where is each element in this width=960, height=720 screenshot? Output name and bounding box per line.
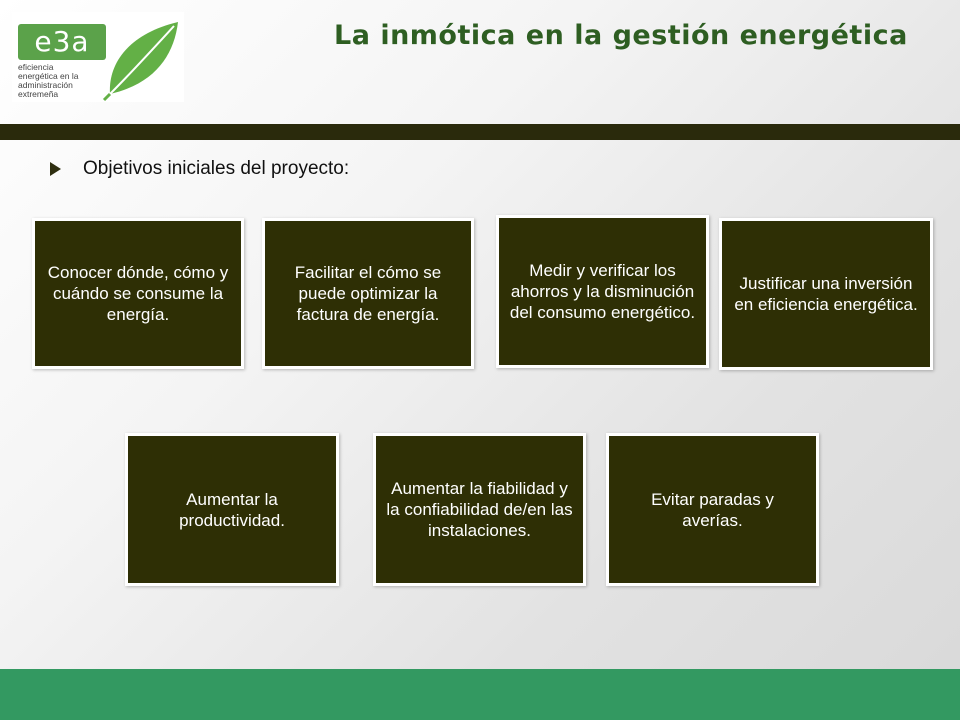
logo-line: administración bbox=[18, 80, 73, 90]
objective-text: Justificar una inversión en eficiencia energética. bbox=[734, 274, 918, 314]
objective-text: Aumentar la fiabilidad y la confiabilidad de/en las instalaciones. bbox=[386, 479, 573, 540]
objective-box bbox=[496, 215, 709, 368]
objective-box bbox=[373, 433, 586, 586]
objective-box bbox=[719, 218, 933, 370]
objective-text: Conocer dónde, cómo y cuándo se consume la energía. bbox=[47, 263, 229, 324]
footer-band bbox=[0, 669, 960, 720]
objective-box bbox=[606, 433, 819, 586]
logo-tagline bbox=[18, 63, 128, 99]
objective-text: Evitar paradas y averías. bbox=[651, 489, 774, 530]
bullet-item bbox=[50, 158, 349, 180]
objective-text: Medir y verificar los ahorros y la disminución del consumo energético. bbox=[509, 261, 696, 322]
objective-box bbox=[32, 218, 244, 369]
objective-text: Facilitar el cómo se puede optimizar la factura de energía. bbox=[294, 263, 442, 324]
e3a-logo bbox=[12, 12, 184, 102]
header-divider-band bbox=[0, 124, 960, 140]
bullet-text: Objetivos iniciales del proyecto: bbox=[83, 158, 350, 179]
objective-text: Aumentar la productividad. bbox=[179, 489, 285, 530]
logo-line: eficiencia bbox=[18, 62, 54, 72]
logo-line: energética en la bbox=[18, 71, 79, 81]
logo-mark: e3a bbox=[18, 24, 106, 60]
bullet-arrow-icon bbox=[50, 162, 61, 176]
objective-box bbox=[125, 433, 339, 586]
objective-box bbox=[262, 218, 474, 369]
slide-title: La inmótica en la gestión energética bbox=[334, 20, 908, 51]
logo-line: extremeña bbox=[18, 89, 59, 99]
